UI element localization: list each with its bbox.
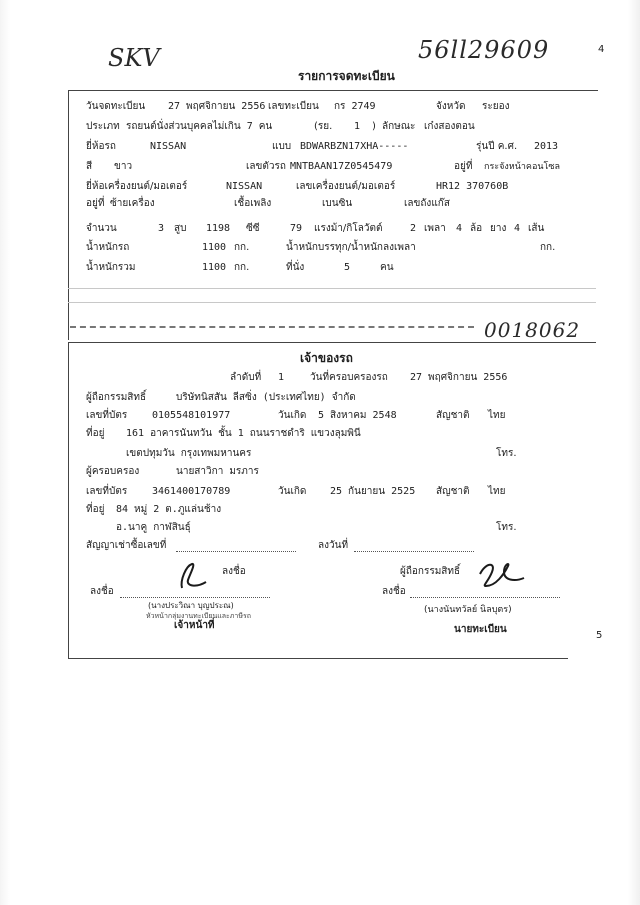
gross-value: 1100 <box>202 262 227 273</box>
possessor-address-label: ที่อยู่ <box>86 504 105 515</box>
weight-unit: กก. <box>234 242 250 253</box>
possessor-nationality-value: ไทย <box>488 486 506 497</box>
reg-date-value: 27 พฤศจิกายน 2556 <box>168 101 266 112</box>
hire-date-line <box>354 551 474 552</box>
kw-value: 79 <box>290 223 303 234</box>
wheel-unit: ล้อ <box>470 223 483 234</box>
owner-title: เจ้าของรถ <box>300 351 353 365</box>
page-number-bottom: 5 <box>596 630 603 641</box>
possessor-nationality-label: สัญชาติ <box>436 486 470 497</box>
possessor-dob-value: 25 กันยายน 2525 <box>330 486 416 497</box>
officer-name: (นางประวิณา บุญประณ) <box>148 601 234 610</box>
brand-value: NISSAN <box>150 141 187 152</box>
ruled-line <box>68 302 596 303</box>
weight-label: น้ำหนักรถ <box>86 242 130 253</box>
possessor-address-line1: 84 หมู่ 2 ต.ภูแล่นช้าง <box>116 504 222 515</box>
province-value: ระยอง <box>482 101 510 112</box>
plate-value: กร 2749 <box>334 101 376 112</box>
registrar-signature <box>474 556 528 592</box>
engine-no-value: HR12 370760B <box>436 181 509 192</box>
handwritten-code-left: SKV <box>108 44 160 72</box>
hire-purchase-label: สัญญาเช่าซื้อเลขที่ <box>86 540 167 551</box>
gross-unit: กก. <box>234 262 250 273</box>
plate-label: เลขทะเบียน <box>268 101 319 112</box>
holder-sign-label: ผู้ถือกรรมสิทธิ์ <box>400 566 461 577</box>
holder-dob-label: วันเกิด <box>278 410 307 421</box>
type-label: ประเภท <box>86 121 120 132</box>
gross-label: น้ำหนักรวม <box>86 262 136 273</box>
officer-stamp: หัวหน้ากลุ่มงานทะเบียนและภาษีรถ <box>146 612 251 620</box>
color-label: สี <box>86 161 93 172</box>
officer-signature <box>176 560 216 592</box>
weight-value: 1100 <box>202 242 227 253</box>
cylinders-value: 3 <box>158 223 165 234</box>
possessor-id-value: 3461400170789 <box>152 486 231 497</box>
tear-line <box>70 326 474 328</box>
province-label: จังหวัด <box>436 101 466 112</box>
possession-value: 27 พฤศจิกายน 2556 <box>410 372 508 383</box>
holder-tel-label: โทร. <box>496 448 517 459</box>
axle-count: 2 <box>410 223 417 234</box>
tire-label: ยาง <box>490 223 507 234</box>
hire-purchase-line <box>176 551 296 552</box>
chassis-value: MNTBAAN17Z0545479 <box>290 161 393 172</box>
chassis-location-label: อยู่ที่ <box>454 161 473 172</box>
possessor-value: นายสาวิกา มรภาร <box>176 466 259 477</box>
cc-unit: ซีซี <box>246 223 260 234</box>
fuel-label: เชื้อเพลิง <box>234 198 272 209</box>
engine-location-label: อยู่ที่ <box>86 198 105 209</box>
model-value: BDWARBZN17XHA----- <box>300 141 409 152</box>
holder-dob-value: 5 สิงหาคม 2548 <box>318 410 397 421</box>
ry-label: (รย. <box>314 121 333 132</box>
possessor-dob-label: วันเกิด <box>278 486 307 497</box>
engine-brand-value: NISSAN <box>226 181 263 192</box>
ruled-line <box>68 288 596 289</box>
possessor-id-label: เลขที่บัตร <box>86 486 128 497</box>
tank-label: เลขถังแก๊ส <box>404 198 450 209</box>
possessor-label: ผู้ครอบครอง <box>86 466 140 477</box>
cylinders-unit: สูบ <box>174 223 187 234</box>
chassis-label: เลขตัวรถ <box>246 161 286 172</box>
engine-no-label: เลขเครื่องยนต์/มอเตอร์ <box>296 181 396 192</box>
cylinders-label: จำนวน <box>86 223 117 234</box>
year-value: 2013 <box>534 141 559 152</box>
chassis-location-value: กระจังหน้าคอนโซล <box>484 162 560 172</box>
holder-label: ผู้ถือกรรมสิทธิ์ <box>86 392 147 403</box>
holder-nationality-value: ไทย <box>488 410 506 421</box>
cc-value: 1198 <box>206 223 231 234</box>
brand-label: ยี่ห้อรถ <box>86 141 116 152</box>
handwritten-code-right: 56ll29609 <box>418 36 550 64</box>
tire-unit: เส้น <box>528 223 545 234</box>
reg-date-label: วันจดทะเบียน <box>86 101 146 112</box>
ry-close: ) <box>372 121 376 132</box>
holder-address-label: ที่อยู่ <box>86 428 105 439</box>
axle-unit: เพลา <box>424 223 446 234</box>
registrar-sign-line <box>410 597 560 598</box>
model-label: แบบ <box>272 141 292 152</box>
holder-address-line2: เขตปทุมวัน กรุงเทพมหานคร <box>126 448 252 459</box>
page-number-top: 4 <box>598 44 605 55</box>
registrar-sign-label: ลงชื่อ <box>382 586 406 597</box>
officer-sign-label-2: ลงชื่อ <box>90 586 114 597</box>
left-border-bottom <box>68 342 69 658</box>
style-label: ลักษณะ <box>382 121 416 132</box>
tire-count: 4 <box>514 223 521 234</box>
holder-value: บริษัทนิสสัน ลีสซิ่ง (ประเทศไทย) จำกัด <box>176 392 356 403</box>
section-divider <box>68 342 596 343</box>
seats-label: ที่นั่ง <box>286 262 305 273</box>
seq-label: ลำดับที่ <box>230 372 262 383</box>
holder-id-label: เลขที่บัตร <box>86 410 128 421</box>
type-value: รถยนต์นั่งส่วนบุคคลไม่เกิน 7 คน <box>126 121 273 132</box>
possessor-address-line2: อ.นาคู กาฬสินธุ์ <box>116 522 191 533</box>
color-value: ขาว <box>114 161 133 172</box>
holder-address-line1: 161 อาคารนันทวัน ชั้น 1 ถนนราชดำริ แขวงลุมพินี <box>126 428 361 439</box>
engine-location-value: ซ้ายเครื่อง <box>110 198 155 209</box>
load-unit: กก. <box>540 242 556 253</box>
officer-sign-label: ลงชื่อ <box>222 566 246 577</box>
seats-value: 5 <box>344 262 351 273</box>
officer-role: เจ้าหน้าที่ <box>174 620 215 631</box>
seq-value: 1 <box>278 372 285 383</box>
possession-label: วันที่ครอบครองรถ <box>310 372 388 383</box>
tear-number: 0018062 <box>484 318 581 342</box>
wheel-count: 4 <box>456 223 463 234</box>
registrar-role: นายทะเบียน <box>454 624 507 635</box>
bottom-divider <box>68 658 568 659</box>
kw-unit: แรงม้า/กิโลวัตต์ <box>314 223 383 234</box>
holder-nationality-label: สัญชาติ <box>436 410 470 421</box>
registrar-name: (นางนันทวัลย์ นิลบุตร) <box>424 605 512 615</box>
ry-value: 1 <box>354 121 361 132</box>
hire-date-label: ลงวันที่ <box>318 540 349 551</box>
top-divider <box>68 90 598 91</box>
possessor-tel-label: โทร. <box>496 522 517 533</box>
holder-id-value: 0105548101977 <box>152 410 231 421</box>
fuel-value: เบนซิน <box>322 198 353 209</box>
officer-sign-line <box>120 597 270 598</box>
registration-title: รายการจดทะเบียน <box>298 69 395 83</box>
seats-unit: คน <box>380 262 394 273</box>
engine-brand-label: ยี่ห้อเครื่องยนต์/มอเตอร์ <box>86 181 188 192</box>
load-label: น้ำหนักบรรทุก/น้ำหนักลงเพลา <box>286 242 416 253</box>
style-value: เก๋งสองตอน <box>424 121 475 132</box>
year-label: รุ่นปี ค.ศ. <box>476 141 518 152</box>
